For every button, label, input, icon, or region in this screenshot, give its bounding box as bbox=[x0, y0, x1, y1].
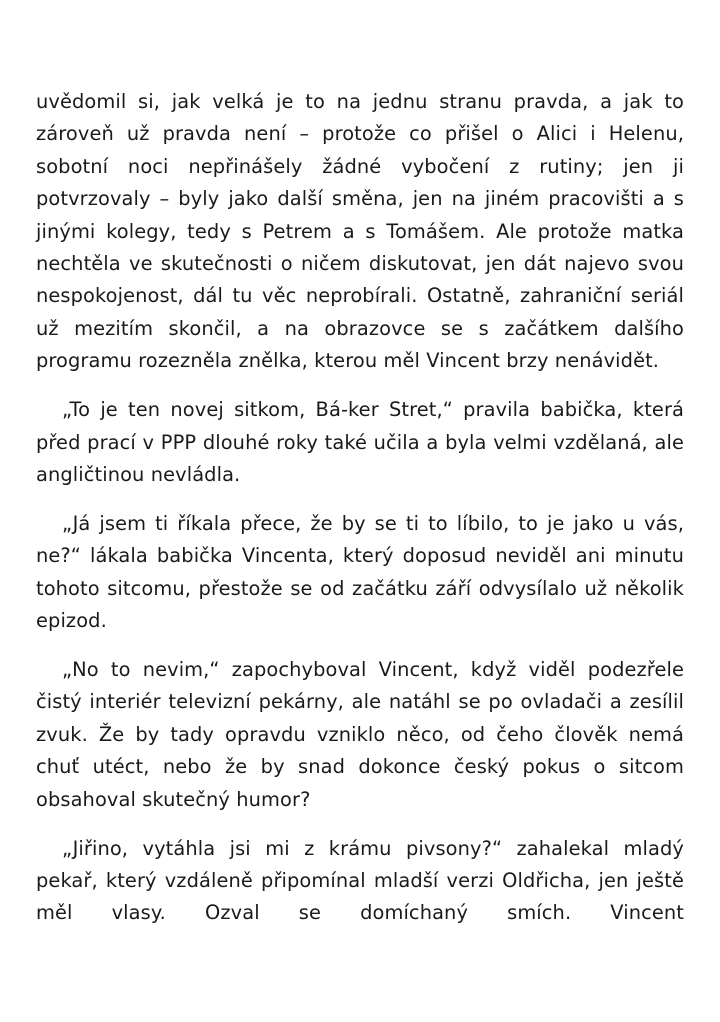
paragraph-5: „Jiřino, vytáhla jsi mi z krámu pivsony?“ zahalekal mladý pekař, který vzdáleně připomínal mladší verzi Oldřicha, jen ještě měl vlasy. Ozval se domíchaný smích. Vincent bbox=[36, 836, 684, 925]
document-page bbox=[36, 86, 684, 946]
paragraph-3: „Já jsem ti říkala přece, že by se ti to líbilo, to je jako u vás, ne?“ lákala babička Vincenta, který doposud neviděl ani minutu tohoto sitcomu, přestože se od začátku září odvysílalo už několik epizod. bbox=[36, 511, 684, 633]
paragraph-2: „To je ten novej sitkom, Bá-ker Stret,“ pravila babička, která před prací v PPP dlouhé roky také učila a byla velmi vzdělaná, ale angličtinou nevládla. bbox=[36, 398, 684, 486]
paragraph-4: „No to nevim,“ zapochyboval Vincent, když viděl podezřele čistý interiér televizní pekárny, ale natáhl se po ovladači a zesílil zvuk. Že by tady opravdu vzniklo něco, od čeho člověk nemá chuť utéct, nebo že by snad dokonce český pokus o sitcom obsahoval skutečný humor? bbox=[36, 658, 684, 811]
paragraph-1: uvědomil si, jak velká je to na jednu stranu pravda, a jak to zároveň už pravda není – protože co přišel o Alici i Helenu, sobotní noci nepřinášely žádné vybočení z rutiny; jen ji potvrzovaly – byly jako další směna, jen na jiném pracovišti a s jinými kolegy, tedy s Petrem a s Tomášem. Ale protože matka nechtěla ve skutečnosti o ničem diskutovat, jen dát najevo svou nespokojenost, dál tu věc neprobírali. Ostatně, zahraniční seriál už mezitím skončil, a na obrazovce se s začátkem dalšího programu rozezněla znělka, kterou měl Vincent brzy nenávidět. bbox=[36, 90, 684, 373]
